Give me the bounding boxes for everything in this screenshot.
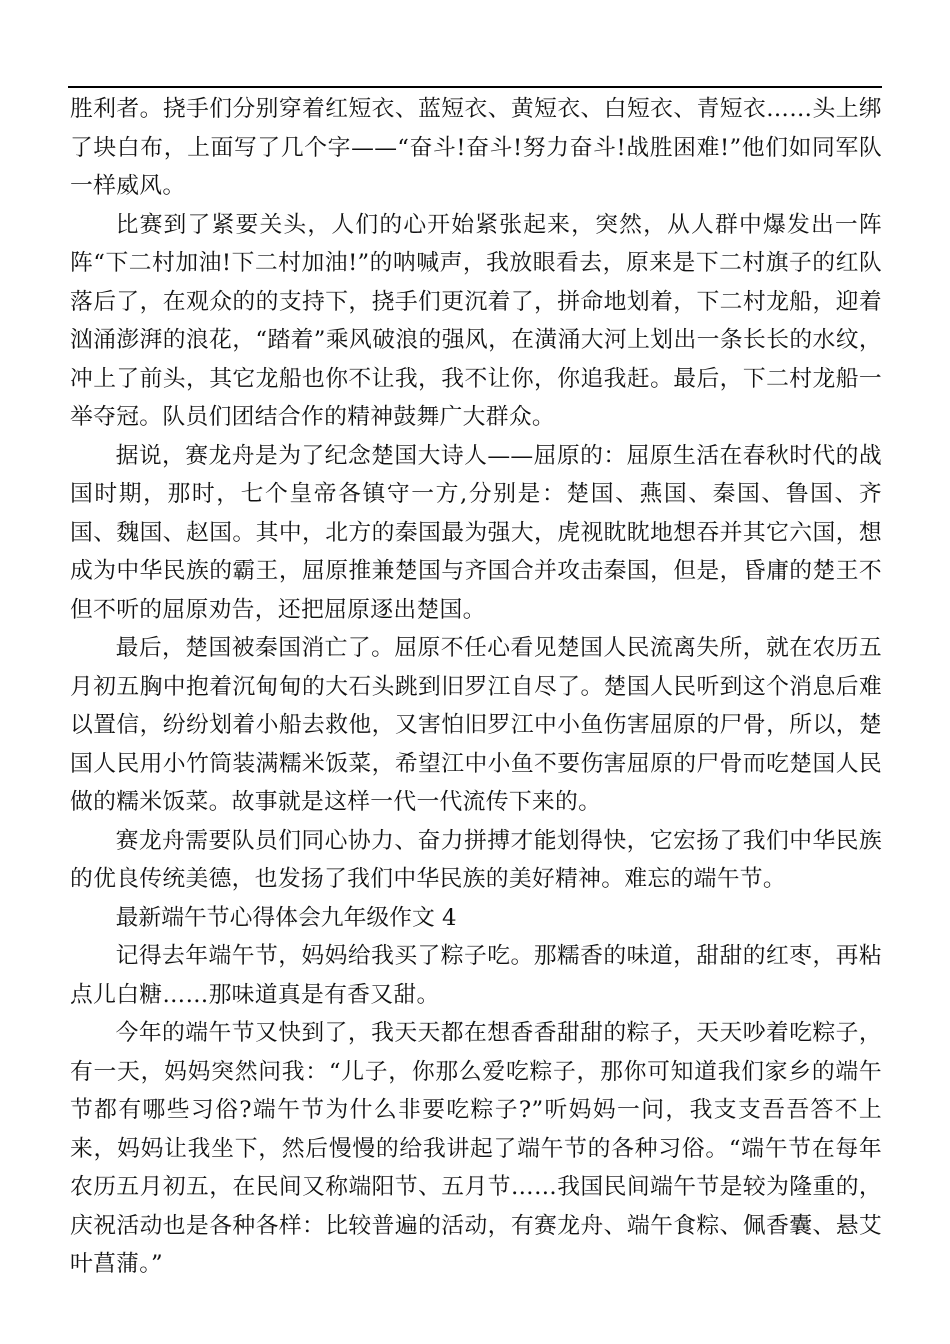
essay-heading: 最新端午节心得体会九年级作文 4 [115,904,457,931]
paragraph-race-climax: 比赛到了紧要关头，人们的心开始紧张起来，突然，从人群中爆发出一阵阵“下二村加油!下二村加油!”的呐喊声，我放眼看去，原来是下二村旗子的红队落后了，在观众的的支持下，挠手们更沉着了，拼命地划着，下二村龙船，迎着汹涌澎湃的浪花，“踏着”乘风破浪的强风，在潢涌大河上划出一条长长的水纹，冲上了前头，其它龙船也你不让我，我不让你，你追我赶。最后，下二村龙船一举夺冠。队员们团结合作的精神鼓舞广大群众。 [70,211,882,430]
document-body [70,90,882,1284]
paragraph-conclusion: 赛龙舟需要队员们同心协力、奋力拼搏才能划得快，它宏扬了我们中华民族的优良传统美德，也发扬了我们中华民族的美好精神。难忘的端午节。 [70,827,882,892]
paragraph-continuation: 胜利者。挠手们分别穿着红短衣、蓝短衣、黄短衣、白短衣、青短衣……头上绑了块白布，上面写了几个字——“奋斗!奋斗!努力奋斗!战胜困难!”他们如同军队一样威风。 [70,96,882,199]
paragraph-customs: 今年的端午节又快到了，我天天都在想香香甜甜的粽子，天天吵着吃粽子，有一天，妈妈突然问我：“儿子，你那么爱吃粽子，那你可知道我们家乡的端午节都有哪些习俗?端午节为什么非要吃粽子?”听妈妈一问，我支支吾吾答不上来，妈妈让我坐下，然后慢慢的给我讲起了端午节的各种习俗。“端午节在每年农历五月初五，在民间又称端阳节、五月节……我国民间端午节是较为隆重的，庆祝活动也是各种各样：比较普遍的活动，有赛龙舟、端午食粽、佩香囊、悬艾叶菖蒲。” [70,1020,882,1277]
header-rule [68,86,882,88]
paragraph-quyuan-legend: 据说，赛龙舟是为了纪念楚国大诗人——屈原的：屈原生活在春秋时代的战国时期，那时，七个皇帝各镇守一方,分别是：楚国、燕国、秦国、鲁国、齐国、魏国、赵国。其中，北方的秦国最为强大，虎视眈眈地想吞并其它六国，想成为中华民族的霸王，屈原推兼楚国与齐国合并攻击秦国，但是，昏庸的楚王不但不听的屈原劝告，还把屈原逐出楚国。 [70,442,882,623]
paragraph-zongzi-memory: 记得去年端午节，妈妈给我买了粽子吃。那糯香的味道，甜甜的红枣，再粘点儿白糖……那味道真是有香又甜。 [70,943,882,1008]
paragraph-chu-fall: 最后，楚国被秦国消亡了。屈原不任心看见楚国人民流离失所，就在农历五月初五胸中抱着沉甸甸的大石头跳到旧罗江自尽了。楚国人民听到这个消息后难以置信，纷纷划着小船去救他，又害怕旧罗江中小鱼伤害屈原的尸骨，所以，楚国人民用小竹筒装满糯米饭菜，希望江中小鱼不要伤害屈原的尸骨而吃楚国人民做的糯米饭菜。故事就是这样一代一代流传下来的。 [70,635,882,815]
